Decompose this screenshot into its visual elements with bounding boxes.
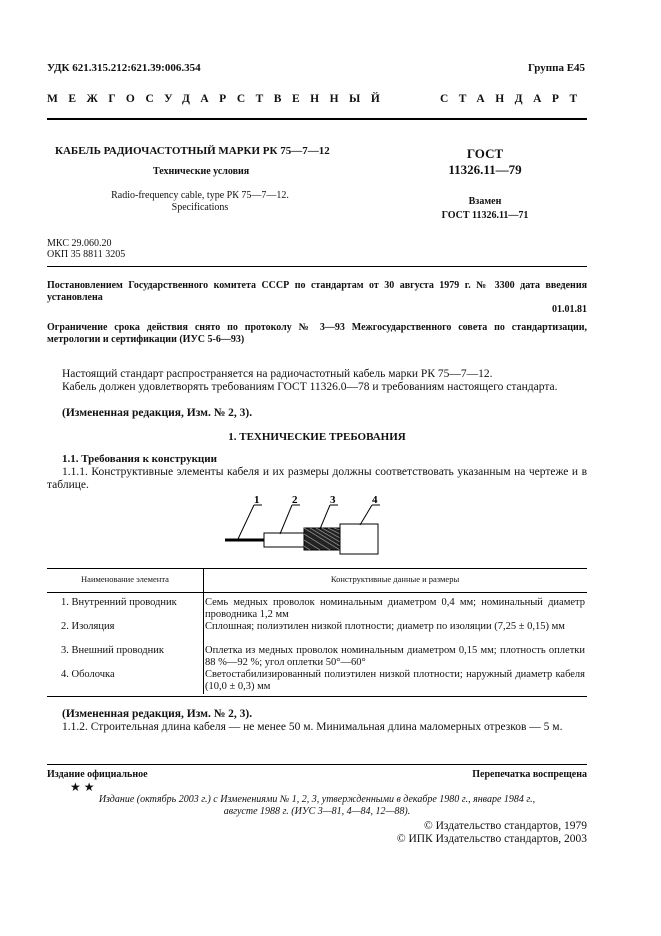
- header-element: Наименование элемента: [81, 574, 169, 584]
- edition-line1: Издание (октябрь 2003 г.) с Изменениями № 1, 2, 3, утвержденными в декабре 1980 г., январе 1984 г.,: [98, 794, 536, 805]
- leader-1: [238, 505, 254, 539]
- replaces-number: ГОСТ 11326.11—71: [441, 210, 529, 221]
- okp-code: ОКП 35 8811 3205: [47, 249, 126, 260]
- row-data: Оплетка из медных проволок номинальным диаметром 0,15 мм; плотность оплетки 88 %—92 %; угол оплетки 50°—60°: [205, 645, 585, 668]
- sheath-mark: [340, 524, 378, 554]
- para-1-1-1: 1.1.1. Конструктивные элементы кабеля и их размеры должны соответствовать указанным на чертеже и в таблице.: [47, 466, 587, 491]
- official-edition: Издание официальное: [47, 769, 148, 780]
- gost-label: ГОСТ: [466, 146, 504, 161]
- doc-title: КАБЕЛЬ РАДИОЧАСТОТНЫЙ МАРКИ РК 75—7—12: [55, 145, 330, 157]
- copyright-2003: © ИПК Издательство стандартов, 2003: [396, 833, 587, 845]
- row-data: Семь медных проволок номинальным диаметром 0,4 мм; номинальный диаметр проводника 1,2 мм: [205, 597, 585, 620]
- intro-p2: Кабель должен удовлетворять требованиям ГОСТ 11326.0—78 и требованиям настоящего стандарта.: [62, 381, 558, 393]
- label-2: 2: [292, 495, 298, 506]
- leader-4: [360, 505, 372, 525]
- en-title-line1: Radio-frequency cable, type РК 75—7—12.: [111, 190, 289, 201]
- label-1: 1: [254, 495, 260, 506]
- stars: ★ ★: [70, 780, 95, 794]
- row-element: 2. Изоляция: [61, 621, 115, 632]
- doc-subtitle: Технические условия: [153, 166, 250, 177]
- copyright-1979: © Издательство стандартов, 1979: [423, 820, 587, 832]
- decree-text: Постановлением Государственного комитета СССР по стандартам от 30 августа 1979 г. № 3300 дата введения установлена: [47, 280, 587, 303]
- edition-line2: августе 1988 г. (ИУС 3—81, 4—84, 12—88).: [223, 806, 411, 817]
- group-code: Группа Е45: [528, 62, 586, 74]
- row-element: 4. Оболочка: [61, 669, 115, 680]
- standard-type-left: МЕЖГОСУДАРСТВЕННЫЙ: [47, 93, 391, 105]
- row-data: Сплошная; полиэтилен низкой плотности; диаметр по изоляции (7,25 ± 0,15) мм: [205, 621, 565, 632]
- header-divider: [47, 118, 587, 120]
- leader-2: [280, 505, 292, 534]
- row-element: 1. Внутренний проводник: [61, 597, 177, 608]
- leader-3: [320, 505, 330, 529]
- table-header: [47, 568, 587, 592]
- para-1-1-2: 1.1.2. Строительная длина кабеля — не менее 50 м. Минимальная длина маломерных отрезков — 5 м.: [62, 721, 563, 733]
- gost-number: 11326.11—79: [448, 162, 522, 177]
- cable-drawing: [220, 495, 390, 555]
- intro-p1: Настоящий стандарт распространяется на радиочастотный кабель марки РК 75—7—12.: [62, 368, 493, 380]
- en-title-line2: Specifications: [171, 202, 229, 213]
- subsection-heading: 1.1. Требования к конструкции: [62, 453, 217, 465]
- footer-divider: [47, 764, 587, 765]
- intro-amend: (Измененная редакция, Изм. № 2, 3).: [62, 407, 253, 419]
- replaces-label: Взамен: [468, 196, 502, 207]
- reprint-notice: Перепечатка воспрещена: [472, 769, 587, 780]
- row-element: 3. Внешний проводник: [61, 645, 164, 656]
- table-amend: (Измененная редакция, Изм. № 2, 3).: [62, 708, 253, 720]
- limitation-text: Ограничение срока действия снято по протоколу № 3—93 Межгосударственного совета по стандартизации, метрологии и сертификации (ИУС 5-6—93): [47, 322, 587, 345]
- standard-type-right: СТАНДАРТ: [440, 93, 588, 105]
- insulation-mark: [264, 533, 304, 547]
- header-data: Конструктивные данные и размеры: [330, 574, 460, 584]
- section-heading: 1. ТЕХНИЧЕСКИЕ ТРЕБОВАНИЯ: [228, 431, 406, 443]
- row-data: Светостабилизированный полиэтилен низкой плотности; наружный диаметр кабеля (10,0 ± 0,3) мм: [205, 669, 585, 692]
- mks-code: МКС 29.060.20: [47, 238, 112, 249]
- label-4: 4: [372, 495, 378, 506]
- decree-date: 01.01.81: [552, 304, 587, 315]
- title-divider: [47, 266, 587, 267]
- udk-code: УДК 621.315.212:621.39:006.354: [47, 62, 201, 74]
- label-3: 3: [330, 495, 336, 506]
